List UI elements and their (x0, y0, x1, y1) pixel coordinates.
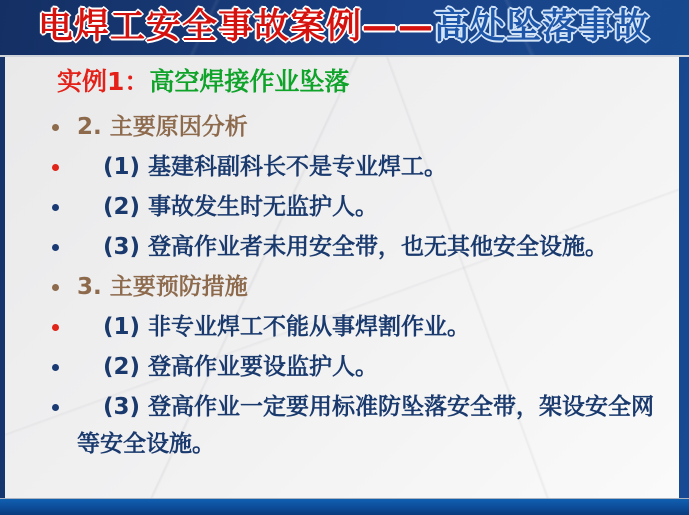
list-item-text: 2. 主要原因分析 (77, 114, 248, 140)
slide-title-blue-part: 高处坠落事故 (434, 7, 651, 47)
bullet-icon (52, 404, 59, 411)
list-item (5, 149, 679, 186)
list-item-text: 3. 主要预防措施 (77, 274, 248, 300)
list-item (5, 349, 679, 386)
bullet-icon (52, 204, 59, 211)
list-item-text: (3) 登高作业一定要用标准防坠落安全带，架设安全网等安全设施。 (77, 394, 655, 457)
example-heading (5, 65, 679, 99)
example-heading-label: 实例1： (57, 67, 150, 96)
list-item-text: (2) 事故发生时无监护人。 (103, 194, 379, 220)
bullet-list (5, 109, 679, 463)
slide-title-bar (0, 0, 689, 57)
slide-title-red-part: 电焊工安全事故案例—— (38, 7, 435, 47)
bullet-icon (52, 364, 59, 371)
list-item (5, 389, 679, 463)
list-item-section-heading (5, 109, 679, 146)
bullet-icon (52, 164, 59, 171)
list-item-text: (3) 登高作业者未用安全带，也无其他安全设施。 (103, 234, 609, 260)
bottom-accent-bar (0, 498, 689, 515)
slide-body (5, 57, 679, 498)
list-item-text: (2) 登高作业要设监护人。 (103, 354, 379, 380)
bullet-icon (52, 284, 59, 291)
example-heading-text: 高空焊接作业坠落 (149, 67, 350, 96)
bullet-icon (52, 124, 59, 131)
bullet-icon (52, 244, 59, 251)
list-item (5, 309, 679, 346)
list-item-text: (1) 基建科副科长不是专业焊工。 (103, 154, 448, 180)
bullet-icon (52, 324, 59, 331)
list-item (5, 229, 679, 266)
list-item-section-heading (5, 269, 679, 306)
list-item-text: (1) 非专业焊工不能从事焊割作业。 (103, 314, 471, 340)
list-item (5, 189, 679, 226)
